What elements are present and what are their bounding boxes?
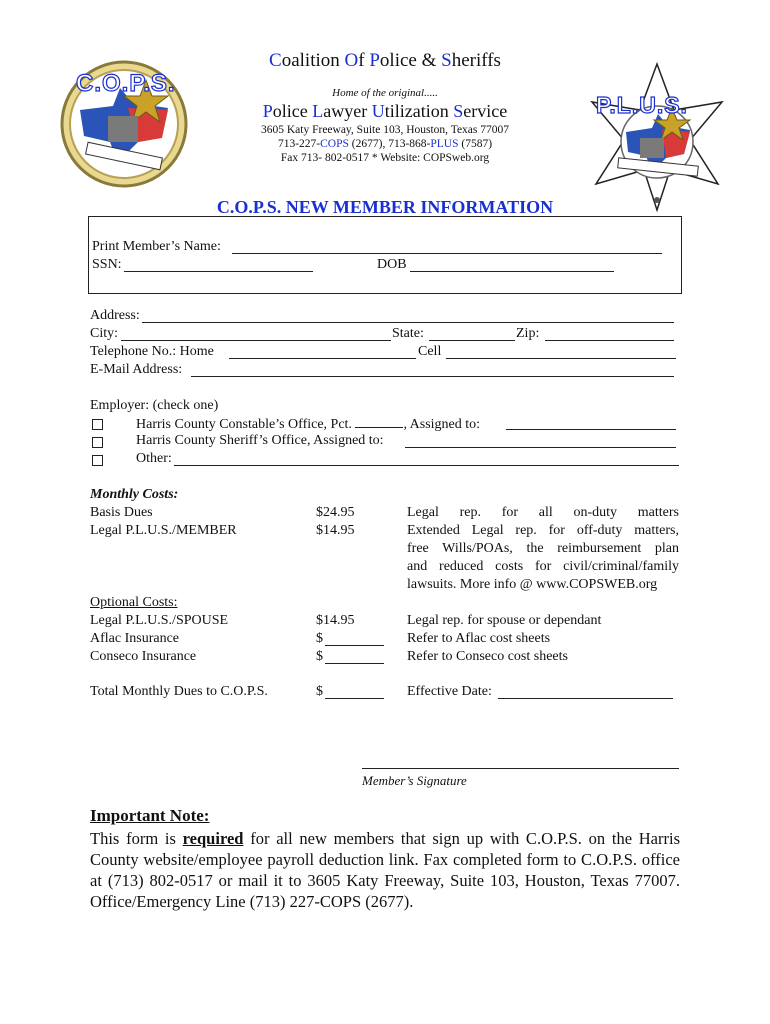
employer-heading: Employer: (check one) <box>90 398 219 413</box>
header-address: 3605 Katy Freeway, Suite 103, Houston, Texas 77007 <box>260 124 509 136</box>
constable-assigned-field[interactable] <box>506 429 676 430</box>
address-label: Address: <box>90 308 140 323</box>
effective-date-field[interactable] <box>498 698 673 699</box>
aflac-amount-field[interactable] <box>325 645 384 646</box>
title-fragment: U <box>371 101 385 121</box>
title-fragment: P <box>262 101 273 121</box>
important-note-heading: Important Note: <box>90 806 210 825</box>
title-fragment: heriffs <box>451 50 501 71</box>
precinct-field[interactable] <box>355 415 403 428</box>
optional-costs-heading: Optional Costs: <box>90 595 178 610</box>
sheriff-assigned-field[interactable] <box>405 447 676 448</box>
zip-label: Zip: <box>516 326 540 341</box>
conseco-amount-field[interactable] <box>325 663 384 664</box>
title-fragment: O <box>344 50 359 71</box>
cost-label: Aflac Insurance <box>90 631 180 646</box>
cost-price: $14.95 <box>316 523 355 538</box>
title-fragment: S <box>453 101 464 121</box>
header-phones: 713-227-COPS (2677), 713-868-PLUS (7587) <box>277 138 493 150</box>
ssn-label: SSN: <box>92 257 122 272</box>
city-field[interactable] <box>121 340 391 341</box>
cost-description: Refer to Conseco cost sheets <box>407 649 568 664</box>
plus-logo <box>582 62 732 212</box>
cost-price: $24.95 <box>316 505 355 520</box>
organization-title <box>180 50 590 72</box>
title-fragment: S <box>441 50 452 71</box>
home-phone-field[interactable] <box>229 358 416 359</box>
cost-description: Legal rep. for spouse or dependant <box>407 613 602 628</box>
other-option: Other: <box>136 451 172 466</box>
title-fragment: awyer <box>323 101 372 121</box>
header-fax: Fax 713- 802-0517 * Website: COPSweb.org <box>280 152 490 164</box>
signature-field[interactable] <box>362 768 679 769</box>
effective-date-label: Effective Date: <box>407 684 492 699</box>
constable-checkbox[interactable] <box>92 419 103 430</box>
tagline: Home of the original..... <box>332 87 438 99</box>
cost-label: Legal P.L.U.S./MEMBER <box>90 523 237 538</box>
cost-description: Refer to Aflac cost sheets <box>407 631 551 646</box>
title-fragment: f <box>358 50 370 71</box>
city-label: City: <box>90 326 119 341</box>
cost-price: $ <box>316 631 323 646</box>
title-fragment: P <box>369 50 380 71</box>
title-fragment: olice <box>272 101 313 121</box>
cost-label: Basis Dues <box>90 505 153 520</box>
member-info-box <box>88 216 682 294</box>
title-fragment: ervice <box>463 101 508 121</box>
cost-price: $14.95 <box>316 613 355 628</box>
cost-description: Extended Legal rep. for off-duty matters, <box>407 523 679 538</box>
state-field[interactable] <box>429 340 515 341</box>
cops-logo-text: C.O.P.S. <box>76 70 176 97</box>
dob-label: DOB <box>377 257 407 272</box>
cost-price: $ <box>316 649 323 664</box>
signature-label: Member’s Signature <box>362 773 467 788</box>
section-title: C.O.P.S. NEW MEMBER INFORMATION <box>216 197 554 217</box>
title-fragment: tilization <box>384 101 454 121</box>
cell-label: Cell <box>418 344 442 359</box>
title-fragment: oalition <box>281 50 345 71</box>
cost-description: Legal rep. for all on-duty matters <box>407 505 679 520</box>
dob-field[interactable] <box>410 271 614 272</box>
zip-field[interactable] <box>545 340 674 341</box>
total-label: Total Monthly Dues to C.O.P.S. <box>90 684 268 699</box>
title-fragment: olice & <box>379 50 442 71</box>
total-amount-field[interactable] <box>325 698 384 699</box>
cell-phone-field[interactable] <box>446 358 676 359</box>
important-note-body: This form is required for all new members that sign up with C.O.P.S. on the Harris County website/employee payroll deduction link. Fax completed form to C.O.P.S. office at (713) 802-0517 or mail it to 3605 Katy Freeway, Suite 103, Houston, Texas 77007. Office/Emergency Line (713) 227-COPS (2677). <box>90 829 681 911</box>
sheriff-checkbox[interactable] <box>92 437 103 448</box>
address-field[interactable] <box>142 322 674 323</box>
sheriff-option: Harris County Sheriff’s Office, Assigned to: <box>136 433 384 448</box>
cost-label: Conseco Insurance <box>90 649 197 664</box>
name-field[interactable] <box>232 253 662 254</box>
cost-label: Legal P.L.U.S./SPOUSE <box>90 613 229 628</box>
service-title <box>180 101 590 122</box>
total-price: $ <box>316 684 323 699</box>
email-label: E-Mail Address: <box>90 362 183 377</box>
other-checkbox[interactable] <box>92 455 103 466</box>
cost-description-cont: lawsuits. More info @ www.COPSWEB.org <box>407 577 658 592</box>
plus-logo-text: P.L.U.S. <box>596 92 688 118</box>
constable-option: Harris County Constable’s Office, Pct. , Assigned to: <box>136 417 481 432</box>
cops-logo <box>58 58 190 190</box>
cost-description-cont: free Wills/POAs, the reimbursement plan <box>407 541 679 556</box>
title-fragment: L <box>312 101 324 121</box>
name-label: Print Member’s Name: <box>92 239 221 254</box>
state-label: State: <box>392 326 424 341</box>
monthly-costs-heading: Monthly Costs: <box>90 487 179 502</box>
other-field[interactable] <box>174 465 679 466</box>
home-phone-label: Telephone No.: Home <box>90 344 214 359</box>
required-emphasis: required <box>182 829 244 848</box>
email-field[interactable] <box>191 376 674 377</box>
cost-description-cont: and reduced costs for civil/criminal/family <box>407 559 679 574</box>
ssn-field[interactable] <box>124 271 313 272</box>
title-fragment: C <box>269 50 282 71</box>
